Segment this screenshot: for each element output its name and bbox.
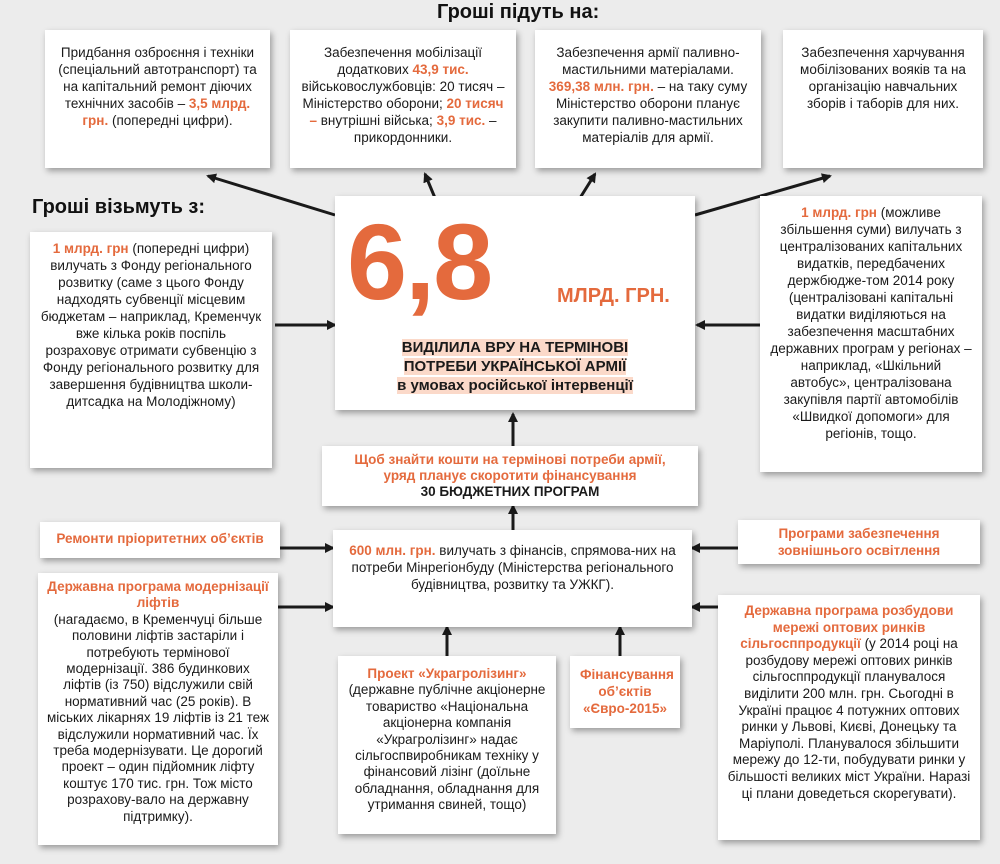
weapons-text: Придбання озброєння і техніки (спеціальний автотранспорт) та на капітальний ремонт діючих технічних засобів – xyxy=(58,45,257,111)
ministry-text: вилучать з фінансів, спрямова-них на потреби Мінрегіонбуду (Міністерства регіонального будівництва, розвитку та УЖКГ). xyxy=(351,543,676,592)
box-capital-expenses xyxy=(760,196,982,472)
mobilization-text-4: – прикордонники. xyxy=(353,113,497,145)
leasing-text: (державне публічне акціонерне товариство «Національна акціонерна компанія «Украгролізинг» надає сільгоспвиробникам техніку у фінансовий лізінг (доїльне обладнання, обладнання для утримання свиней, тощо) xyxy=(348,682,546,813)
mobilization-text-2: військовослужбовців: 20 тисяч – Міністерство оборони; xyxy=(301,79,505,111)
box-lighting xyxy=(738,520,980,564)
mobilization-amount-2: 20 тисяч – xyxy=(309,96,504,128)
lighting-text: Програми забезпечення зовнішнього освітлення xyxy=(777,526,941,558)
ministry-amount: 600 млн. грн. xyxy=(349,543,436,558)
box-ministry xyxy=(333,530,692,627)
mobilization-amount-3: 3,9 тис. xyxy=(436,113,486,128)
lifts-title: Державна програма модернізації ліфтів xyxy=(47,579,269,611)
markets-text: (у 2014 році на розбудову мережі оптових ринків сільгосппродукції планувалося виділити 200 млн. грн. Сьогодні в Україні працює 4 потужних оптових ринки у Львові, Києві, Донецьку та Маріуполі. Планувалося збільшити мережу до 12-ти, побудувати ринки у більшості великих міст України. Наразі ці плани доведеться скорегувати). xyxy=(727,636,971,801)
box-leasing xyxy=(338,656,556,834)
mobilization-amount-1: 43,9 тис. xyxy=(412,62,469,77)
repairs-text: Ремонти пріоритетних об’єктів xyxy=(56,531,264,546)
box-food xyxy=(783,30,983,168)
lifts-text: (нагадаємо, в Кременчуці більше половини ліфтів застаріли і потребують термінової модернізації. 386 будинкових ліфтів (із 750) відслужили свій нормативний час (25 років). В міських лікарнях 19 ліфтів із 21 теж відслужили нормативний час. Їх треба модернізувати. Це дорогий проект – один підйомник ліфту коштує 170 тис. грн. Тож місто розрахову-вало на державну підтримку). xyxy=(46,611,270,824)
box-weapons xyxy=(45,30,270,168)
center-caption xyxy=(335,338,695,395)
heading-money-from: Гроші візьмуть з: xyxy=(32,196,206,218)
fuel-text: Забезпечення армії паливно-мастильними матеріалами. xyxy=(556,45,740,77)
fuel-note: – на таку суму Міністерство оборони планує закупити паливно-мастильних матеріалів для армії. xyxy=(553,79,748,145)
mobilization-text-1: Забезпечення мобілізації додаткових xyxy=(323,45,483,77)
cuts-programs-count: 30 БЮДЖЕТНИХ ПРОГРАМ xyxy=(420,484,600,499)
caption-line-1: ВИДІЛИЛА ВРУ НА ТЕРМІНОВІ xyxy=(401,339,629,356)
mobilization-text-3: внутрішні війська; xyxy=(317,113,437,128)
fuel-amount: 369,38 млн. грн. xyxy=(548,79,654,94)
box-mobilization xyxy=(290,30,516,168)
arrow-to-fuel xyxy=(580,174,595,198)
box-lifts xyxy=(38,573,278,845)
arrow-to-weapons xyxy=(208,176,335,215)
markets-title: Державна програма розбудови мережі оптових ринків сільгосппродукції xyxy=(740,603,954,652)
arrow-to-mobilization xyxy=(425,174,435,198)
food-text: Забезпечення харчування мобілізованих вояків та на організацію навчальних зборів і таборів для них. xyxy=(800,45,966,111)
capital-expenses-text: (можливе збільшення суми) вилучать з централізованих капітальних видатків, передбачених держбюдже-том 2014 року (централізовані капітальні видатки виділяються на забезпечення масштабних державних програм у регіонах – наприклад, «Шкільний автобус», централізована закупівля партії автомобілів «Швидкої допомоги» для регіонів, тощо. xyxy=(770,205,972,441)
cuts-line-1: Щоб знайти кошти на термінові потреби армії, xyxy=(354,452,666,467)
box-fuel xyxy=(535,30,761,168)
center-box xyxy=(335,196,695,410)
total-unit: МЛРД. ГРН. xyxy=(557,285,670,307)
caption-line-3: в умовах російської інтервенції xyxy=(397,377,633,394)
cuts-line-2: уряд планує скоротити фінансування xyxy=(383,468,637,483)
euro-text: Фінансування об’єктів «Євро-2015» xyxy=(580,667,674,716)
capital-expenses-amount: 1 млрд. грн xyxy=(801,205,877,220)
box-repairs xyxy=(40,522,280,558)
heading-money-to: Гроші підуть на: xyxy=(437,1,600,23)
regional-fund-amount: 1 млрд. грн xyxy=(52,241,129,256)
weapons-note: (попередні цифри). xyxy=(108,113,233,128)
box-markets xyxy=(718,595,980,840)
weapons-amount: 3,5 млрд. грн. xyxy=(82,96,251,128)
total-amount: 6,8 xyxy=(347,201,492,322)
box-regional-fund xyxy=(30,232,272,468)
leasing-title: Проект «Украгролізинг» xyxy=(367,666,527,681)
caption-line-2: ПОТРЕБИ УКРАЇНСЬКОЇ АРМІЇ xyxy=(403,358,627,375)
box-budget-cuts xyxy=(322,446,698,506)
box-euro-2015 xyxy=(570,656,680,728)
regional-fund-text: (попередні цифри) вилучать з Фонду регіонального розвитку (саме з цього Фонду надходять субвенції місцевим бюджетам – наприклад, Кременчук вже кілька років поспіль розраховує отримати субвенцію з Фонду регіонального розвитку для завершення будівництва школи-дитсадка на Молодіжному) xyxy=(40,241,262,409)
